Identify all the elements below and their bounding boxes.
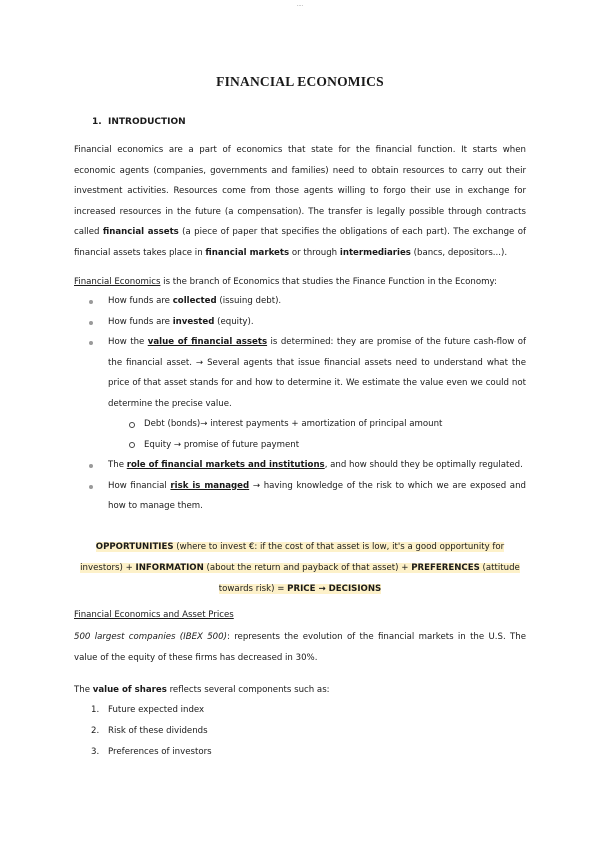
index-name: 500 largest companies (IBEX 500) — [74, 632, 227, 642]
bullet-icon — [89, 321, 93, 325]
term-intermediaries: intermediaries — [339, 247, 411, 258]
list-item — [74, 700, 212, 721]
sub-bullet-icon — [129, 442, 135, 448]
definition-text: is the branch of Economics that studies the Finance Function in the Economy: — [160, 277, 497, 287]
list-item — [74, 742, 212, 763]
item-bold: invested — [172, 316, 215, 327]
item-text: is determined: they are promise of the future cash-flow of the financial asset. → Several agents that issue financial assets need to understand what the price of that asset stands for and how to determine it. We estimate the value even we could not determine the precise value. — [108, 337, 526, 409]
item-text: , and how should they be optimally regulated. — [324, 460, 523, 470]
sub-item-text: Debt (bonds)→ interest payments + amortization of principal amount — [144, 419, 443, 429]
item-text: The — [108, 460, 127, 470]
item-text: How funds are — [108, 316, 173, 327]
sub-list-item — [108, 414, 526, 435]
item-label: Preferences of investors — [108, 747, 212, 757]
section-number: 1. — [92, 117, 102, 127]
price-formula-highlight — [74, 537, 526, 600]
term-financial-assets: financial assets — [102, 227, 179, 237]
list-item — [74, 291, 526, 312]
list-item — [74, 455, 526, 476]
bullet-icon — [89, 300, 93, 304]
item-text: (issuing debt). — [216, 296, 282, 306]
shares-paragraph — [74, 680, 526, 701]
section-label: INTRODUCTION — [108, 117, 186, 127]
highlight-preferences: PREFERENCES — [411, 563, 480, 573]
intro-text: (bancs, depositors...). — [410, 247, 508, 258]
highlight-text: (where to invest €: if the cost of that asset is low, it's a good opportunity for investors) + — [80, 542, 505, 573]
highlight-text: (attitude towards risk) = — [218, 563, 520, 594]
definition-paragraph — [74, 272, 526, 293]
highlight-text: (about the return and payback of that asset) + — [203, 563, 412, 573]
item-number: 1. — [91, 705, 100, 715]
shares-text: reflects several components such as: — [166, 685, 330, 695]
share-components-list — [74, 700, 212, 763]
intro-text: or through — [289, 247, 340, 258]
item-label: Future expected index — [108, 705, 205, 715]
item-text: How the — [108, 337, 148, 347]
item-number: 2. — [91, 726, 100, 736]
highlight-opportunities: OPPORTUNITIES — [95, 542, 174, 552]
item-text: (equity). — [214, 316, 254, 327]
header-mark: .... — [296, 2, 304, 8]
item-text: How financial — [108, 480, 171, 491]
item-bold: collected — [172, 296, 217, 306]
sub-list-item — [108, 435, 526, 456]
bullet-icon — [89, 464, 93, 468]
list-item — [74, 476, 526, 517]
sub-bullet-icon — [129, 422, 135, 428]
term-value-of-shares: value of shares — [92, 685, 167, 695]
intro-paragraph — [74, 140, 526, 263]
asset-prices-paragraph — [74, 627, 526, 668]
asset-prices-text: : represents the evolution of the financial markets in the U.S. The value of the equity of these firms has decreased in 30%. — [74, 632, 526, 663]
item-text: → having knowledge of the risk to which we are exposed and how to manage them. — [108, 480, 526, 511]
section-heading — [92, 117, 186, 127]
asset-prices-heading: Financial Economics and Asset Prices — [74, 610, 234, 620]
highlight-information: INFORMATION — [135, 563, 204, 573]
highlight-price-decisions: PRICE → DECISIONS — [287, 584, 382, 594]
item-bold-underlined: risk is managed — [170, 480, 250, 491]
list-item — [74, 721, 212, 742]
item-text: How funds are — [108, 296, 173, 306]
finance-function-list — [74, 291, 526, 517]
sub-list — [108, 414, 526, 455]
sub-item-text: Equity → promise of future payment — [144, 439, 300, 450]
shares-text: The — [74, 685, 93, 695]
list-item — [74, 332, 526, 455]
item-bold-underlined: value of financial assets — [147, 337, 268, 347]
page-title: FINANCIAL ECONOMICS — [216, 74, 384, 89]
term-financial-markets: financial markets — [205, 247, 290, 258]
item-label: Risk of these dividends — [108, 726, 208, 736]
bullet-icon — [89, 485, 93, 489]
bullet-icon — [89, 341, 93, 345]
intro-text: Financial economics are a part of economics that state for the financial function. It starts when economic agents (companies, governments and families) need to obtain resources to carry out their investment activities. Resources come from those agents willing to forgo their use in exchange for increased resources in the future (a compensation). The transfer is legally possible through contracts called — [74, 145, 526, 237]
list-item — [74, 312, 526, 333]
item-number: 3. — [91, 747, 100, 757]
item-bold-underlined: role of financial markets and institutions — [126, 460, 325, 470]
definition-term: Financial Economics — [74, 277, 161, 287]
intro-text: (a piece of paper that specifies the obligations of each part). The exchange of financial assets takes place in — [74, 227, 526, 258]
